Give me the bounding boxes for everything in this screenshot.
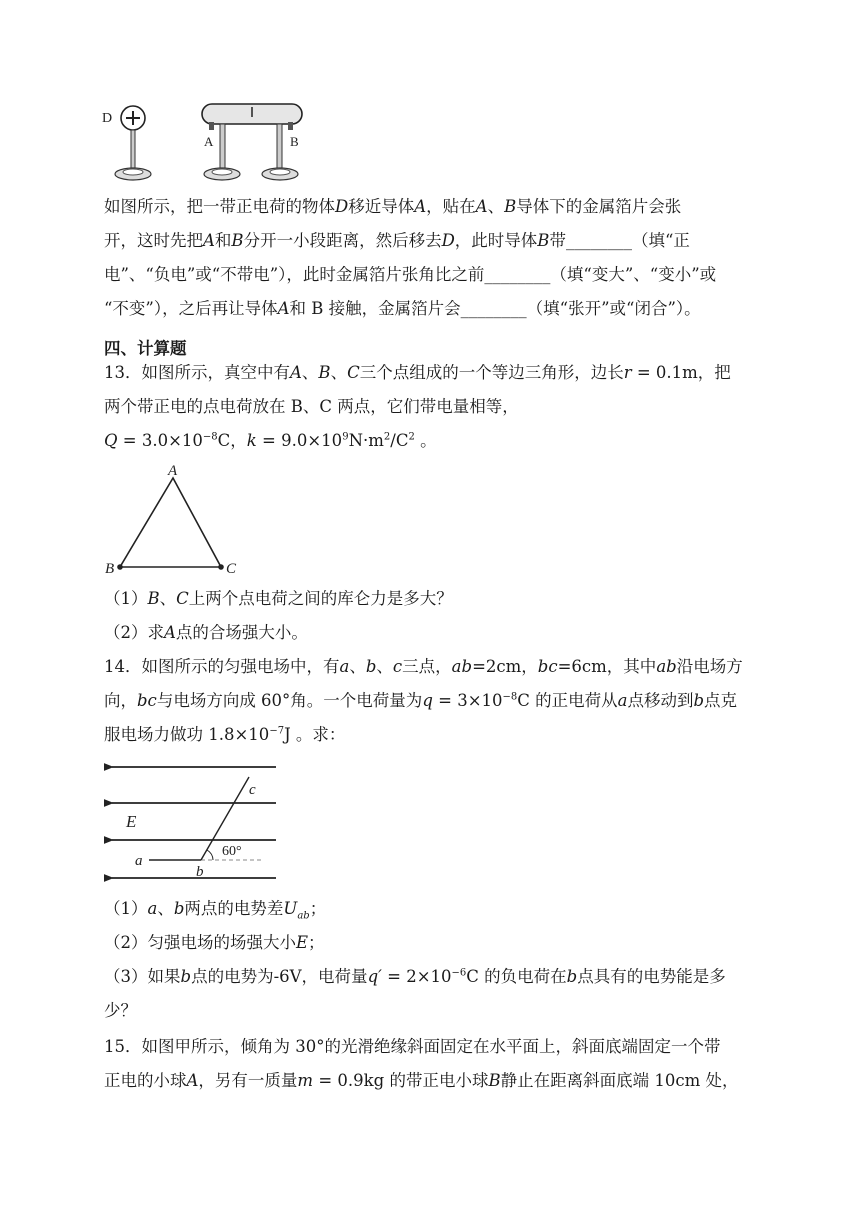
label-b: B	[105, 561, 115, 577]
label-c: c	[249, 782, 256, 798]
label-a: a	[135, 853, 143, 869]
point-b	[117, 564, 123, 570]
q13-line-3: $Q = 3.0\times 10^{-8}C$，$k = 9.0\times 10^9N\cdot m^2/C^2$ 。	[104, 431, 437, 450]
q15-line-1: 15．如图甲所示，倾角为 30°的光滑绝缘斜面固定在水平面上，斜面底端固定一个带	[104, 1037, 721, 1056]
q14-line-1: 14．如图所示的匀强电场中，有a、b、c三点，ab=2cm，bc=6cm，其中ab沿电场方	[104, 657, 743, 676]
label-a: A	[204, 134, 214, 149]
q12-line-4: “不变”），之后再让导体A和 B 接触，金属箔片会________（填“张开”或“闭合”）。	[104, 299, 701, 318]
equilateral-triangle	[120, 478, 221, 567]
point-c	[218, 564, 224, 570]
q14-line-3: 服电场力做功 $1.8\times 10^{-7}J$ 。求：	[104, 725, 346, 744]
q14-sub-3: （3）如果b点的电势为-6V，电荷量$q' = 2\times 10^{-6}C$ 的负电荷在b点具有的电势能是多	[104, 967, 726, 986]
q13-line-2: 两个带正电的点电荷放在 B、C 两点，它们带电量相等，	[104, 397, 519, 416]
q14-sub-3-cont: 少？	[104, 1001, 137, 1020]
q14-sub-1: （1）a、b两点的电势差$U_{ab}$；	[104, 899, 327, 922]
q14-sub-2: （2）匀强电场的场强大小E；	[104, 933, 325, 952]
label-e: E	[126, 812, 137, 831]
q12-line-1: 如图所示，把一带正电荷的物体D移近导体A，贴在A、B导体下的金属箔片会张	[104, 197, 682, 216]
label-b: B	[290, 134, 299, 149]
angle-label: 60°	[222, 844, 242, 859]
q13-sub-2: （2）求A点的合场强大小。	[104, 623, 308, 642]
angle-arc	[207, 850, 213, 860]
q12-line-2: 开，这时先把A和B分开一小段距离，然后移去D，此时导体B带________（填“正	[104, 231, 690, 250]
q13-sub-1: （1）B、C上两个点电荷之间的库仑力是多大？	[104, 589, 453, 608]
electric-field-figure	[104, 755, 284, 890]
section-heading: 四、计算题	[104, 339, 187, 358]
label-c: C	[226, 561, 237, 577]
q13-line-1: 13．如图所示，真空中有A、B、C三个点组成的一个等边三角形，边长r = 0.1m，把	[104, 363, 731, 382]
label-d: D	[102, 111, 113, 126]
electroscope-figure	[100, 98, 310, 190]
q12-line-3: 电”、“负电”或“不带电”），此时金属箔片张角比之前________（填“变大”、“变小”或	[104, 265, 717, 284]
triangle-figure	[100, 460, 250, 580]
label-a: A	[168, 463, 178, 479]
label-b: b	[196, 864, 204, 880]
q15-line-2: 正电的小球A，另有一质量m = 0.9kg 的带正电小球B静止在距离斜面底端 10cm 处，	[104, 1071, 739, 1090]
q14-line-2: 向，bc与电场方向成 60°角。一个电荷量为$q = 3\times 10^{-8}C$ 的正电荷从a点移动到b点克	[104, 691, 738, 710]
